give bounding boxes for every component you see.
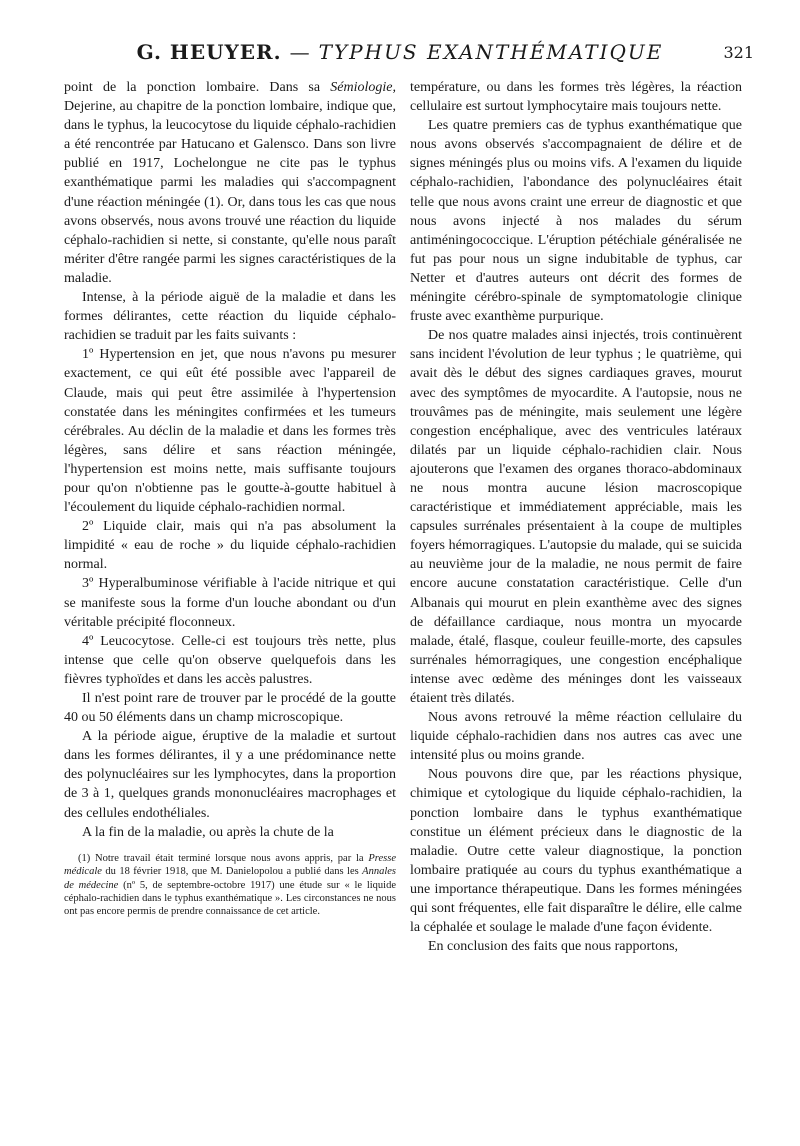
header-author: G. HEUYER. (136, 40, 282, 64)
left-column (64, 78, 396, 919)
footnote (64, 852, 396, 919)
page-number: 321 (723, 43, 754, 62)
left-paragraph-6: 4º Leucocytose. Celle-ci est toujours très nette, plus intense que celle qu'on observe quelquefois dans les fièvres typhoïdes et dans les accès palustres. (64, 633, 396, 687)
header-article-title: TYPHUS EXANTHÉMATIQUE (318, 40, 664, 64)
footnote-text-a: (1) Notre travail était terminé lorsque nous avons appris, par la (78, 852, 369, 864)
left-paragraph-5: 3º Hyperalbuminose vérifiable à l'acide nitrique et qui se manifeste sous la forme d'un louche abondant ou d'un véritable précipité floconneux. (64, 576, 396, 630)
left-paragraph-4: 2º Liquide clair, mais qui n'a pas absolument la limpidité « eau de roche » du liquide céphalo-rachidien normal. (64, 519, 396, 573)
right-column (410, 78, 742, 956)
left-p1-emphasis: Sémiologie, (330, 80, 396, 95)
footnote-text (64, 852, 396, 919)
left-p1-text-b: Dejerine, au chapitre de la ponction lombaire, indique que, dans le typhus, la leucocytose du liquide céphalo-rachidien a été rencontrée par Hatucano et Galensco. Dans son livre publié en 1917, Lochelongue ne cite pas le typhus exanthématique parmi les maladies qui s'accompagnent d'une réaction méningée (1). Or, dans tous les cas que nous avons observés, nous avons trouvé une réaction du liquide céphalo-rachidien si nette, si constante, qu'elle nous paraît mériter d'être rangée parmi les signes caractéristiques de la maladie. (64, 99, 396, 286)
footnote-text-b: du 18 février 1918, que M. Danielopolou a publié dans les (101, 866, 363, 878)
header-separator: — (289, 40, 311, 64)
running-header (60, 40, 754, 80)
left-paragraph-2: Intense, à la période aiguë de la maladie et dans les formes délirantes, cette réaction du liquide céphalo-rachidien se traduit par les faits suivants : (64, 290, 396, 344)
right-paragraph-2: Les quatre premiers cas de typhus exanthématique que nous avons observés s'accompagnaient de délire et de signes méningés plus ou moins vifs. A l'examen du liquide céphalo-rachidien, l'abondance des polynucléaires était telle que nous avons craint une erreur de diagnostic et que nous avons injecté à nos malades du sérum antiméningococcique. L'éruption pétéchiale généralisée ne fut pas pour nous un signe indubitable de typhus, car Netter et d'autres auteurs ont décrit des formes de méningite cérébro-spinale de symptomatologie clinique fruste avec exanthème purpurique. (410, 118, 742, 325)
left-paragraph-9: A la fin de la maladie, ou après la chute de la (82, 824, 334, 840)
right-paragraph-5: Nous pouvons dire que, par les réactions physique, chimique et cytologique du liquide céphalo-rachidien, la ponction lombaire dans le typhus exanthématique constitue un élément précieux dans le diagnostic de la maladie. Outre cette valeur diagnostique, la ponction lombaire pratiquée au cours du typhus exanthématique a une importance thérapeutique. Dans les formes méningées qui sont fréquentes, elle fait disparaître le délire, elle calme la céphalée et soulage le malade d'une façon évidente. (410, 767, 742, 936)
left-p1-text-a: point de la ponction lombaire. Dans sa (64, 80, 331, 95)
right-paragraph-4: Nous avons retrouvé la même réaction cellulaire du liquide céphalo-rachidien dans nos autres cas avec une intensité plus ou moins grande. (410, 710, 742, 764)
left-paragraph-8: A la période aigue, éruptive de la maladie et surtout dans les formes délirantes, il y a une prédominance nette des polynucléaires sur les lymphocytes, dans la proportion de 3 à 1, quelques grands mononucléaires macrophages et des cellules endothéliales. (64, 729, 396, 821)
footnote-journal-2: Annales de médecine (64, 866, 396, 891)
left-paragraph-1 (64, 78, 396, 288)
left-paragraph-7: Il n'est point rare de trouver par le procédé de la goutte 40 ou 50 éléments dans un champ microscopique. (64, 691, 396, 726)
left-paragraph-3: 1º Hypertension en jet, que nous n'avons pu mesurer exactement, ce qui eût été possible avec l'appareil de Claude, mais qui peut être assimilée à l'hypertension constatée dans les méningites confirmées et les tumeurs cérébrales. Au déclin de la maladie et dans les formes très légères, sans délire et sans réaction méningée, l'hypertension est moins nette, mais suffisante toujours pour qu'on n'obtienne pas le goutte-à-goutte habituel à l'écoulement du liquide céphalo-rachidien normal. (64, 347, 396, 516)
right-paragraph-1: température, ou dans les formes très légères, la réaction cellulaire est surtout lymphocytaire mais toujours nette. (410, 80, 742, 115)
right-paragraph-6: En conclusion des faits que nous rapportons, (428, 939, 679, 955)
footnote-text-c: (nº 5, de septembre-octobre 1917) une étude sur « le liquide céphalo-rachidien dans le typhus exanthématique ». Les circonstances ne nous ont pas encore permis de prendre connaissance de cet article. (64, 879, 396, 918)
header-title (60, 40, 740, 64)
footnote-journal-1: Presse médicale (64, 852, 396, 878)
right-paragraph-3: De nos quatre malades ainsi injectés, trois continuèrent sans incident l'évolution de leur typhus ; le quatrième, qui avait dès le début des signes cardiaques graves, mourut avec des symptômes de myocardite. A l'autopsie, nous ne trouvâmes pas de méningite, mais seulement une légère congestion encéphalique, avec des ventricules latéraux dilatés par un liquide céphalo-rachidien clair. Nous ajouterons que l'examen des organes thoraco-abdominaux ne nous montra aucune lésion macroscopique caractéristique et immédiatement appréciable, mais les capsules surrénales présentaient à la coupe de multiples foyers hémorragiques. L'autopsie du malade, qui se suicida au neuvième jour de la maladie, ne nous permit de faire encore aucune constatation caractéristique. Celle d'un Albanais qui mourut en plein exanthème avec des signes de défaillance cardiaque, nous montra un myocarde malade, étalé, flasque, couleur feuille-morte, des capsules surrénales hémorragiques, une congestion encéphalique intense avec œdème des méninges dont les vaisseaux étaient très dilatés. (410, 328, 742, 706)
